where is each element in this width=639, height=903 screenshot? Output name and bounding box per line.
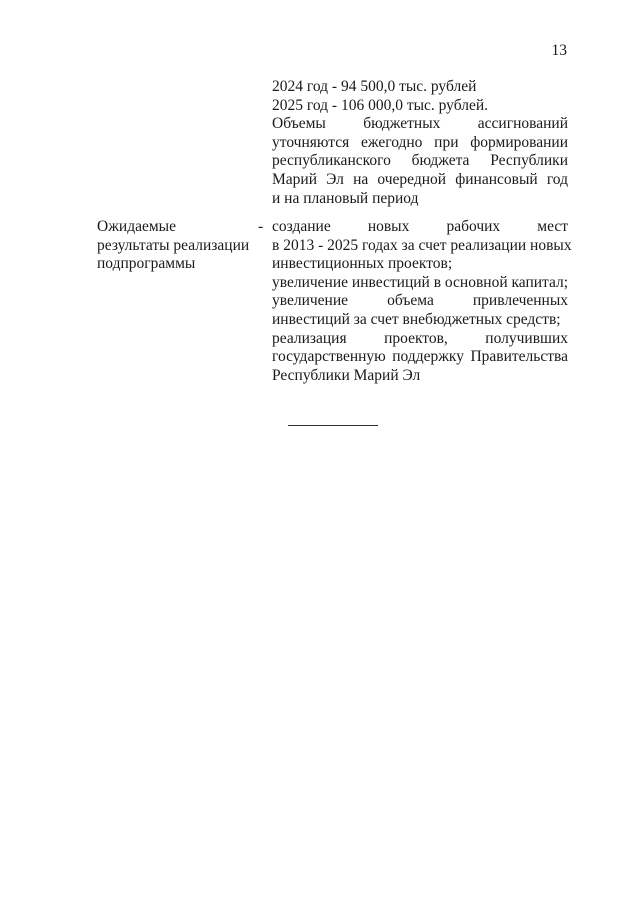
results-line: Республики Марий Эл (272, 366, 421, 384)
funding-note-line: и на плановый период (272, 189, 419, 207)
results-block (272, 218, 572, 385)
funding-line-2024: 2024 год - 94 500,0 тыс. рублей (272, 78, 477, 95)
results-line: государственную поддержку Правительства (272, 348, 568, 366)
results-label-line: результаты реализации (97, 236, 250, 254)
results-line: реализация проектов, получивших (272, 329, 568, 347)
funding-block (272, 78, 568, 208)
results-label-line: Ожидаемые (97, 218, 176, 235)
results-separator: - (258, 218, 264, 235)
page-number: 13 (551, 42, 567, 59)
results-label (97, 218, 250, 274)
funding-line-2025: 2025 год - 106 000,0 тыс. рублей. (272, 96, 489, 114)
results-label-line: подпрограммы (97, 255, 196, 273)
end-rule (288, 425, 378, 426)
results-line: инвестиционных проектов; (272, 255, 453, 273)
funding-note-line: Объемы бюджетных ассигнований (272, 115, 568, 133)
funding-note-line: уточняются ежегодно при формировании (272, 133, 568, 151)
results-line: в 2013 - 2025 годах за счет реализации новых (272, 236, 572, 254)
results-line: увеличение инвестиций в основной капитал; (272, 273, 569, 291)
funding-note-line: Марий Эл на очередной финансовый год (272, 170, 568, 188)
results-line: создание новых рабочих мест (272, 218, 568, 235)
funding-note-line: республиканского бюджета Республики (272, 152, 568, 170)
results-line: инвестиций за счет внебюджетных средств; (272, 310, 561, 328)
results-line: увеличение объема привлеченных (272, 292, 568, 310)
